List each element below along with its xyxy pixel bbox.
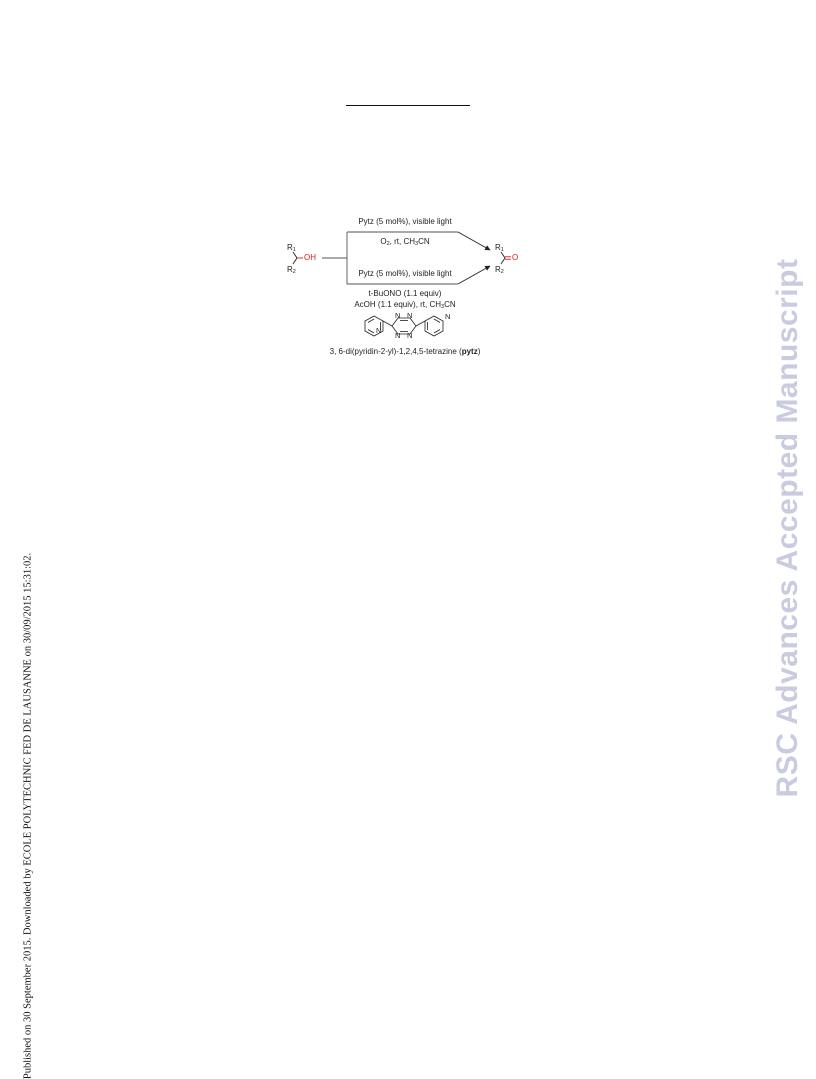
bottom-route-conditions-2: t-BuONO (1.1 equiv) [368,289,442,298]
top-route-conditions-1: Pytz (5 mol%), visible light [358,217,452,226]
left-pyridine-n: N [376,326,382,335]
right-link-bond [416,321,425,326]
left-link-bond [383,321,392,326]
top-route-conditions-2: $O_2$, rt, $CH_3CN$ [380,237,430,247]
reactant-bond-r2 [293,258,297,264]
bottom-route-conditions-3: AcOH (1.1 equiv), rt, $CH_3CN$ [354,300,456,310]
reaction-scheme [270,210,540,370]
product-bond-r2 [501,258,505,264]
product-oxygen: O [512,253,519,262]
catalyst-name: 3, 6-di(pyridin-2-yl)-1,2,4,5-tetrazine (pytz) [329,347,481,356]
reactant-r2: $R_2$ [287,265,296,275]
tetrazine-n1: N [395,311,401,320]
reactant-oh: OH [304,253,316,262]
tetrazine-n3: N [395,331,401,340]
product-r1: $R_1$ [495,243,504,253]
tetrazine-n2: N [407,311,413,320]
tetrazine-n4: N [407,331,413,340]
accepted-manuscript-watermark: RSC Advances Accepted Manuscript [771,258,804,798]
publication-note: Published on 30 September 2015. Downloaded by ECOLE POLYTECHNIC FED DE LAUSANNE on 30/09/2015 15:31:02. [22,552,34,1079]
product-r2: $R_2$ [495,265,504,275]
bottom-route-arrow [458,266,490,284]
right-pyridine-n: N [445,312,451,321]
header-rule [346,105,470,106]
reactant-r1: $R_1$ [287,243,296,253]
top-route-arrow [458,232,490,250]
bottom-route-conditions-1: Pytz (5 mol%), visible light [358,269,452,278]
right-pyridine-ring [425,316,443,336]
